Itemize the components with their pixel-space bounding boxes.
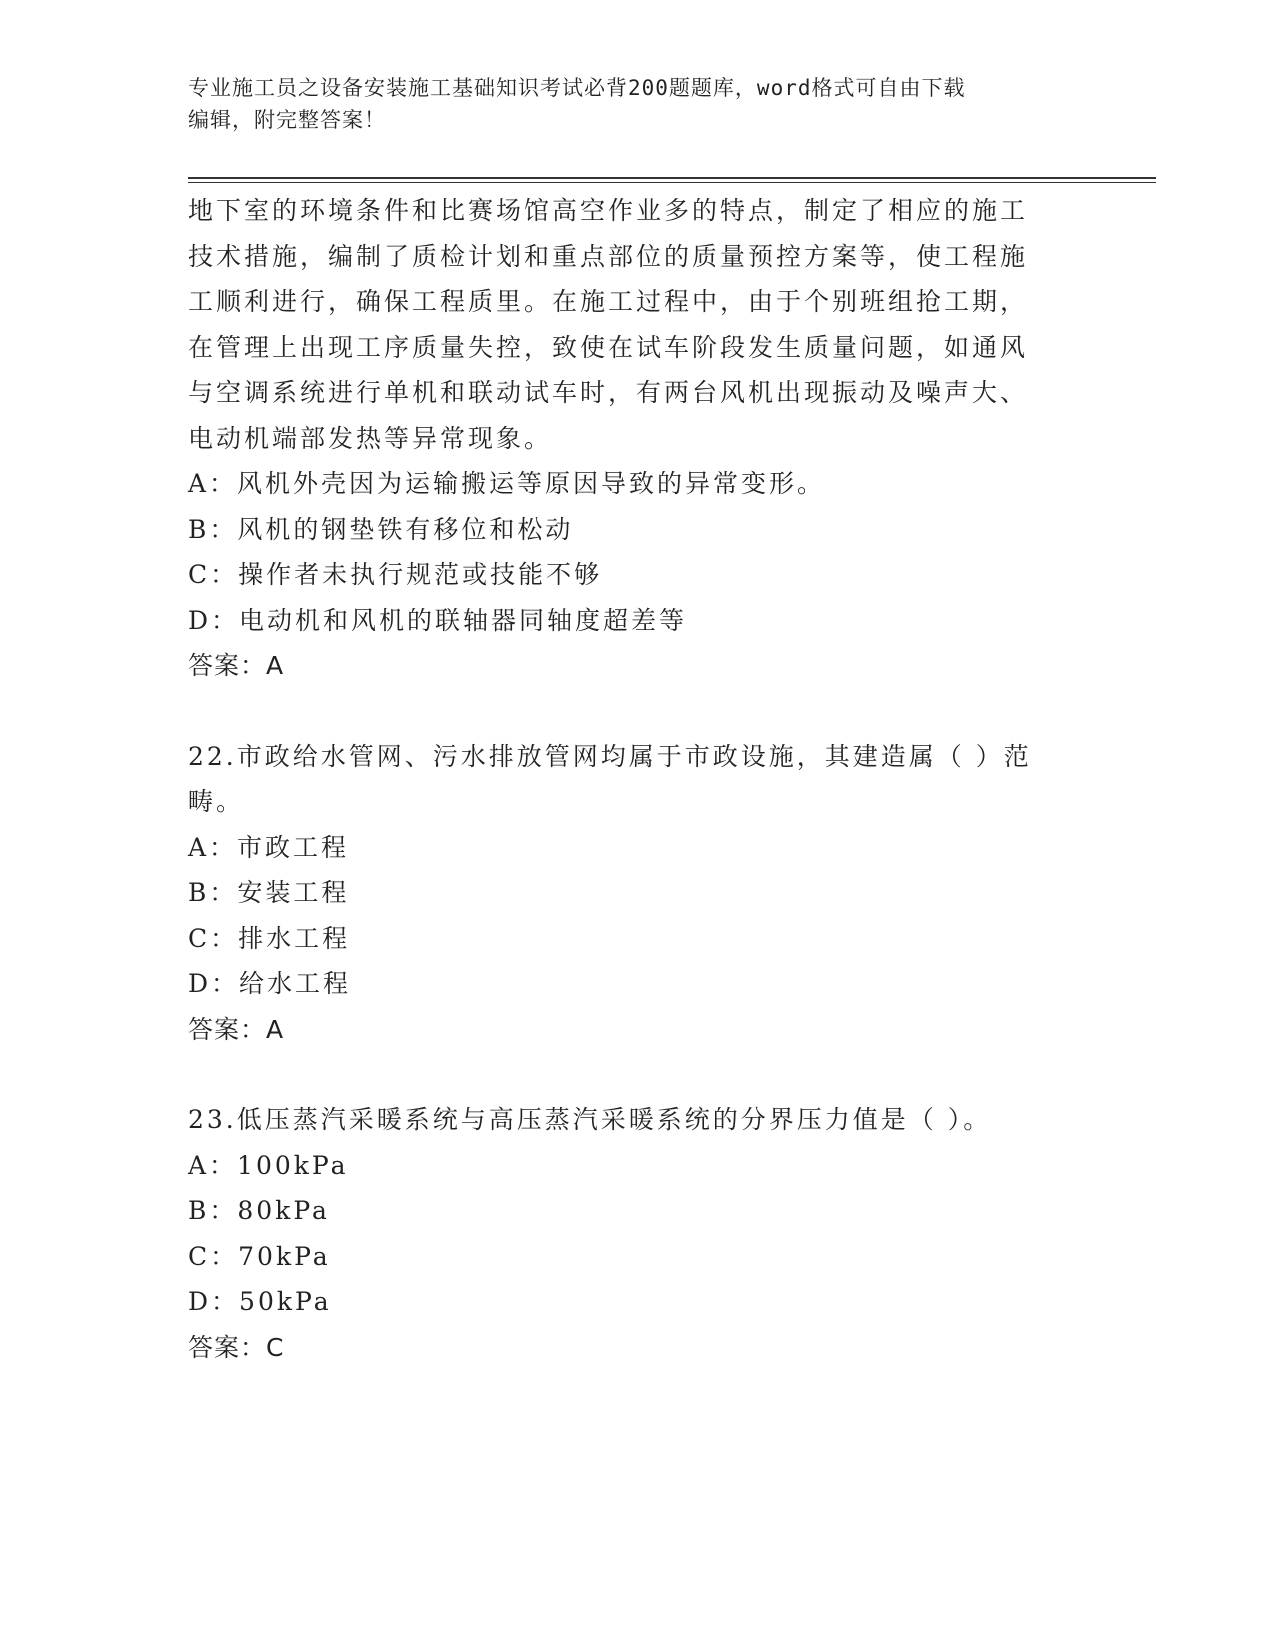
answer-line: 答案：A	[188, 1014, 285, 1044]
question-text-line: 23.低压蒸汽采暖系统与高压蒸汽采暖系统的分界压力值是（ ）。	[188, 1105, 992, 1134]
option-a: A：风机外壳因为运输搬运等原因导致的异常变形。	[188, 469, 826, 498]
question-23-text	[188, 1097, 1068, 1143]
header-title-line-1: 专业施工员之设备安装施工基础知识考试必背200题题库，word格式可自由下载	[188, 76, 966, 100]
header-divider-thick	[188, 177, 1156, 179]
question-text-line: 在管理上出现工序质量失控，致使在试车阶段发生质量问题，如通风	[188, 332, 1029, 362]
option-a: A：市政工程	[188, 832, 350, 862]
option-a: A：100kPa	[188, 1150, 349, 1180]
option-c: C：操作者未执行规范或技能不够	[188, 560, 603, 589]
option-c: C：排水工程	[188, 923, 351, 953]
answer-line: 答案：A	[188, 651, 285, 680]
option-d: D：给水工程	[188, 969, 352, 998]
question-23	[188, 1097, 1068, 1370]
header-title-line-2: 编辑，附完整答案！	[188, 108, 386, 132]
option-b: B：风机的钢垫铁有移位和松动	[188, 514, 574, 544]
option-c: C：70kPa	[188, 1241, 331, 1271]
question-text-line: 工顺利进行，确保工程质里。在施工过程中，由于个别班组抢工期，	[188, 287, 1029, 316]
question-spacer	[188, 689, 1068, 734]
question-content	[188, 188, 1068, 1370]
option-d: D：50kPa	[188, 1287, 332, 1316]
question-text-line: 与空调系统进行单机和联动试车时，有两台风机出现振动及噪声大、	[188, 378, 1029, 407]
question-text-line: 畴。	[188, 787, 245, 816]
question-21	[188, 188, 1068, 689]
question-text-line: 22.市政给水管网、污水排放管网均属于市政设施，其建造属（ ）范	[188, 741, 1032, 771]
question-22-text	[188, 734, 1068, 825]
option-b: B：80kPa	[188, 1196, 330, 1225]
question-text-line: 地下室的环境条件和比赛场馆高空作业多的特点，制定了相应的施工	[188, 196, 1029, 225]
question-spacer	[188, 1052, 1068, 1097]
option-b: B：安装工程	[188, 878, 350, 907]
document-header	[188, 72, 1068, 136]
question-22	[188, 734, 1068, 1053]
answer-line: 答案：C	[188, 1332, 285, 1362]
question-21-text	[188, 188, 1068, 461]
question-text-line: 电动机端部发热等异常现象。	[188, 423, 553, 453]
header-divider-thin	[188, 182, 1156, 183]
option-d: D：电动机和风机的联轴器同轴度超差等	[188, 605, 688, 635]
question-text-line: 技术措施，编制了质检计划和重点部位的质量预控方案等，使工程施	[188, 241, 1029, 271]
